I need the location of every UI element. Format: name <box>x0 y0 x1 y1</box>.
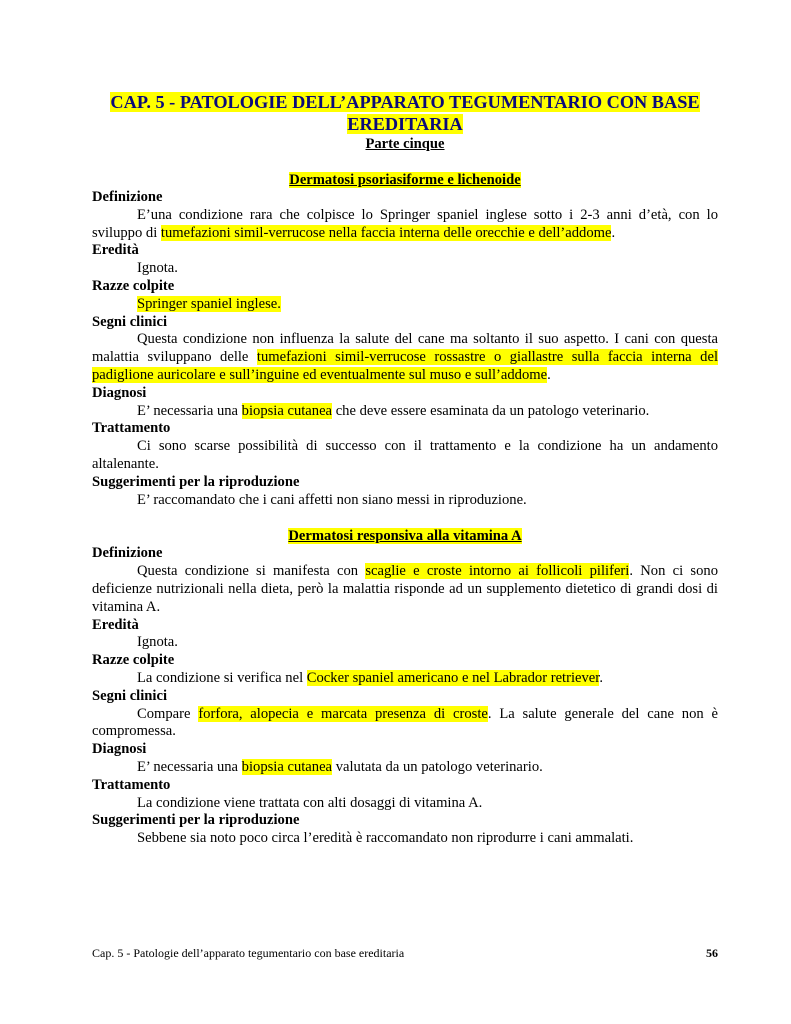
highlight-run: tumefazioni simil-verrucose rossastre o giallastre sulla faccia interna del padiglione auricolare e sull’inguine ed eventualmente sul muso e sull’addome <box>92 349 718 383</box>
heading-razze-colpite: Razze colpite <box>92 652 175 669</box>
heading-trattamento: Trattamento <box>92 776 171 793</box>
text-run: . Non ci sono deficienze nutrizionali nella dieta, però la malattia risponde ad un supplemento dietetico di grandi dosi di vitamina A. <box>92 563 718 615</box>
heading-diagnosi: Diagnosi <box>92 384 147 401</box>
paragraph-definizione <box>92 207 718 243</box>
heading-eredita: Eredità <box>92 242 139 259</box>
highlight-run: tumefazioni simil-verrucose nella faccia interna delle orecchie e dell’addome <box>160 224 612 241</box>
highlight-run: biopsia cutanea <box>241 402 333 419</box>
heading-suggerimenti: Suggerimenti per la riproduzione <box>92 473 300 490</box>
text-run: . <box>611 224 616 241</box>
text-run: valutata da un patologo veterinario. <box>332 758 543 775</box>
paragraph-razze-colpite <box>92 670 718 688</box>
chapter-title <box>92 91 718 135</box>
chapter-title-line1: CAP. 5 - PATOLOGIE DELL’APPARATO TEGUMENTARIO CON BASE <box>110 92 700 112</box>
highlight-run: Springer spaniel inglese. <box>137 295 281 312</box>
paragraph-diagnosi <box>92 403 718 421</box>
chapter-subtitle: Parte cinque <box>365 136 445 152</box>
text-run: E’ necessaria una <box>137 402 242 419</box>
highlight-run: biopsia cutanea <box>241 758 333 775</box>
paragraph-eredita: Ignota. <box>137 634 178 651</box>
paragraph-trattamento: Ci sono scarse possibilità di successo con il trattamento e la condizione ha un andamento altalenante. <box>92 438 718 472</box>
paragraph-segni-clinici <box>92 331 718 384</box>
text-run: . <box>547 366 551 383</box>
section-title-text: Dermatosi psoriasiforme e lichenoide <box>289 172 521 188</box>
heading-segni-clinici: Segni clinici <box>92 313 167 330</box>
highlight-run: scaglie e croste intorno ai follicoli piliferi <box>365 563 630 580</box>
text-run: La condizione si verifica nel <box>137 669 307 686</box>
text-run: E’una condizione rara che colpisce lo Springer spaniel inglese sotto i 2-3 anni d’età, con lo sviluppo di <box>92 206 718 241</box>
highlight-run: Cocker spaniel americano e nel Labrador retriever <box>306 669 600 686</box>
paragraph-suggerimenti: Sebbene sia noto poco circa l’eredità è raccomandato non riprodurre i cani ammalati. <box>137 830 634 847</box>
page-content <box>92 91 718 848</box>
section-title-vitamina-a <box>92 527 718 545</box>
paragraph-eredita: Ignota. <box>137 260 178 277</box>
footer-text: Cap. 5 - Patologie dell’apparato tegumentario con base ereditaria <box>92 946 405 960</box>
paragraph-razze-colpite <box>92 296 718 314</box>
text-run: Questa condizione si manifesta con <box>137 563 366 580</box>
heading-razze-colpite: Razze colpite <box>92 277 175 294</box>
heading-segni-clinici: Segni clinici <box>92 687 167 704</box>
text-run: . La salute generale del cane non è compromessa. <box>92 705 718 740</box>
page-number: 56 <box>706 946 718 960</box>
heading-definizione: Definizione <box>92 545 163 562</box>
section-title-psoriasiforme <box>92 171 718 189</box>
paragraph-trattamento: La condizione viene trattata con alti dosaggi di vitamina A. <box>137 794 483 811</box>
text-run: che deve essere esaminata da un patologo veterinario. <box>332 402 650 419</box>
paragraph-diagnosi <box>92 759 718 777</box>
highlight-run: forfora, alopecia e marcata presenza di croste <box>198 705 488 722</box>
heading-eredita: Eredità <box>92 616 139 633</box>
heading-definizione: Definizione <box>92 189 163 205</box>
text-run: E’ necessaria una <box>137 758 242 775</box>
heading-suggerimenti: Suggerimenti per la riproduzione <box>92 812 300 829</box>
paragraph-definizione <box>92 563 718 616</box>
chapter-title-line2: EREDITARIA <box>347 114 463 134</box>
text-run: Compare <box>137 705 199 722</box>
paragraph-segni-clinici <box>92 706 718 742</box>
text-run: Questa condizione non influenza la salute del cane ma soltanto il suo aspetto. I cani con questa malattia sviluppano delle <box>92 331 718 366</box>
heading-diagnosi: Diagnosi <box>92 741 147 758</box>
paragraph-suggerimenti: E’ raccomandato che i cani affetti non siano messi in riproduzione. <box>137 491 527 508</box>
heading-trattamento: Trattamento <box>92 420 171 437</box>
page-footer <box>92 946 718 960</box>
section-title-text: Dermatosi responsiva alla vitamina A <box>288 528 522 545</box>
text-run: . <box>599 669 603 686</box>
